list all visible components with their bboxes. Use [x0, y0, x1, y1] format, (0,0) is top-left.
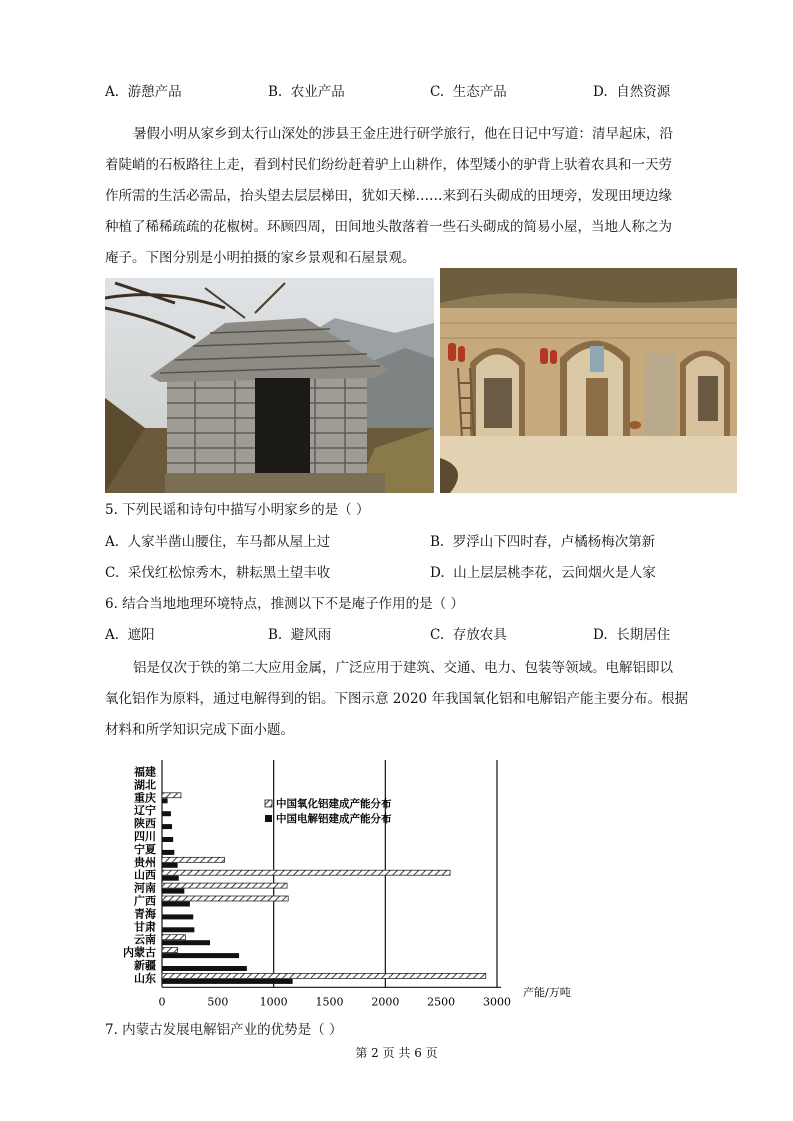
bar-aluminum	[162, 876, 179, 881]
bar-alumina	[162, 793, 181, 798]
q6-option-d: D. 长期居住	[593, 627, 671, 643]
q6-option-c: C. 存放农具	[430, 627, 507, 643]
bar-aluminum	[162, 927, 194, 932]
bar-aluminum	[162, 837, 173, 842]
q6-stem: 6. 结合当地地理环境特点，推测以下不是庵子作用的是（ ）	[105, 596, 464, 612]
x-tick-label: 3000	[483, 995, 511, 1009]
y-tick-label: 内蒙古	[123, 946, 156, 960]
bar-alumina	[162, 883, 287, 888]
x-tick-label: 1500	[315, 995, 344, 1009]
passage1-line-4: 种植了稀稀疏疏的花椒树。环顾四周，田间地头散落着一些石头砌成的简易小屋，当地人称之为	[105, 219, 672, 235]
passage2-line-3: 材料和所学知识完成下面小题。	[105, 722, 294, 738]
y-tick-label: 新疆	[134, 959, 156, 972]
x-tick-label: 0	[158, 995, 166, 1009]
y-tick-label: 青海	[134, 907, 156, 921]
x-tick-label: 1000	[259, 995, 288, 1009]
passage1-line-2: 着陡峭的石板路往上走，看到村民们纷纷赶着驴上山耕作，体型矮小的驴背上驮着农具和一天劳	[105, 157, 672, 173]
legend-label-aluminum: 中国电解铝建成产能分布	[276, 813, 392, 825]
q5-option-a: A. 人家半凿山腰住，车马都从屋上过	[105, 534, 331, 550]
bar-aluminum	[162, 863, 178, 868]
q5-option-c: C. 采伐红松惊秀木，耕耘黑土望丰收	[105, 565, 331, 581]
q7-stem: 7. 内蒙古发展电解铝产业的优势是（ ）	[105, 1022, 343, 1038]
y-tick-label: 宁夏	[134, 842, 156, 856]
bar-aluminum	[162, 979, 293, 984]
y-tick-label: 湖北	[134, 778, 156, 792]
passage1-line-1: 暑假小明从家乡到太行山深处的涉县王金庄进行研学旅行，他在日记中写道：清早起床，沿	[133, 126, 673, 142]
bar-aluminum	[162, 953, 239, 958]
bar-aluminum	[162, 889, 184, 894]
y-tick-label: 贵州	[134, 855, 156, 869]
bar-aluminum	[162, 902, 190, 907]
alumina-aluminum-capacity-chart	[105, 752, 595, 1010]
passage1-line-3: 作所需的生活必需品，抬头望去层层梯田，犹如天梯……来到石头砌成的田埂旁，发现田埂边缘	[105, 188, 672, 204]
x-axis-label: 产能/万吨	[523, 986, 571, 999]
passage1-line-5: 庵子。下图分别是小明拍摄的家乡景观和石屋景观。	[105, 250, 416, 266]
bar-aluminum	[162, 966, 247, 971]
q4-option-b: B. 农业产品	[268, 84, 345, 100]
legend-label-alumina: 中国氧化铝建成产能分布	[276, 798, 392, 810]
legend-swatch-aluminum	[265, 815, 272, 822]
bar-alumina	[162, 935, 185, 940]
bar-alumina	[162, 857, 225, 862]
y-tick-label: 山西	[134, 868, 156, 882]
bar-aluminum	[162, 914, 193, 919]
page-footer: 第 2 页 共 6 页	[355, 1046, 438, 1060]
q5-stem: 5. 下列民谣和诗句中描写小明家乡的是（ ）	[105, 502, 370, 518]
y-tick-label: 河南	[134, 881, 156, 895]
x-tick-label: 500	[207, 995, 229, 1009]
bar-alumina	[162, 948, 178, 953]
bar-alumina	[162, 870, 450, 875]
y-tick-label: 陕西	[134, 817, 156, 831]
y-tick-label: 甘肃	[134, 920, 156, 934]
legend-swatch-alumina	[265, 800, 272, 807]
bar-alumina	[162, 896, 288, 901]
y-tick-label: 广西	[134, 894, 156, 908]
q4-option-d: D. 自然资源	[593, 84, 671, 100]
q5-option-b: B. 罗浮山下四时春，卢橘杨梅次第新	[430, 534, 656, 550]
y-tick-label: 四川	[134, 830, 156, 843]
bar-aluminum	[162, 811, 171, 816]
stone-hut-photo	[105, 278, 434, 493]
q6-option-a: A. 遮阳	[105, 627, 155, 643]
y-tick-label: 福建	[134, 765, 156, 779]
x-tick-label: 2500	[427, 995, 456, 1009]
x-tick-label: 2000	[371, 995, 400, 1009]
bar-aluminum	[162, 850, 174, 855]
cave-dwelling-photo	[440, 268, 737, 493]
q4-option-a: A. 游憩产品	[105, 84, 182, 100]
bar-aluminum	[162, 940, 210, 945]
passage2-line-1: 铝是仅次于铁的第二大应用金属，广泛应用于建筑、交通、电力、包装等领域。电解铝即以	[133, 660, 673, 676]
y-tick-label: 云南	[134, 933, 156, 947]
bar-aluminum	[162, 798, 168, 803]
bar-alumina	[162, 973, 486, 978]
bar-aluminum	[162, 824, 172, 829]
q5-option-d: D. 山上层层桃李花，云间烟火是人家	[430, 565, 656, 581]
q6-option-b: B. 避风雨	[268, 627, 332, 643]
y-tick-label: 山东	[134, 971, 156, 985]
y-tick-label: 重庆	[134, 791, 156, 805]
passage2-line-2: 氧化铝作为原料，通过电解得到的铝。下图示意 2020 年我国氧化铝和电解铝产能主要分布。根据	[105, 691, 688, 707]
q4-option-c: C. 生态产品	[430, 84, 507, 100]
y-tick-label: 辽宁	[134, 804, 156, 818]
